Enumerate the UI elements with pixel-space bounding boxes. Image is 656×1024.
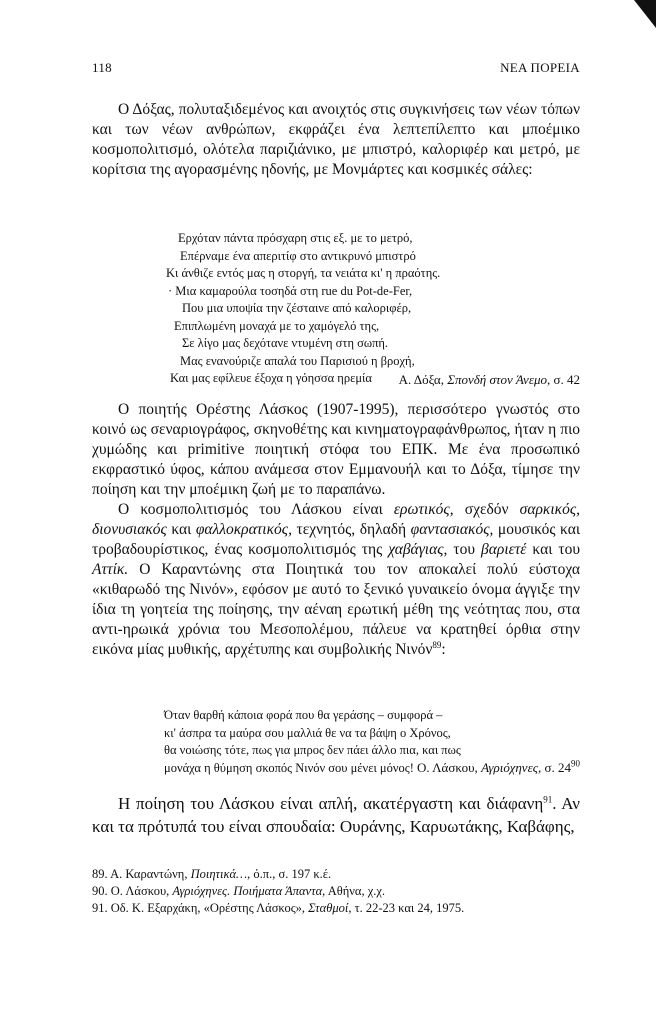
poem-line: Επιπλωμένη μοναχά με το χαμόγελό της,: [174, 318, 380, 333]
footnote-89: 89. Α. Καραντώνη, Ποιητικά…, ό.π., σ. 197 κ.έ.: [92, 867, 332, 881]
footnotes: [92, 866, 464, 917]
poem-line: μονάχα η θύμηση σκοπός Νινόν σου μένει μόνος!: [164, 760, 414, 775]
running-header: [92, 60, 580, 76]
citation-work: Σπονδή στον Άνεμο: [447, 372, 547, 387]
citation-author: Ο. Λάσκου,: [416, 760, 482, 775]
poem-line: Μας ενανούριζε απαλά του Παρισιού η βροχή,: [180, 353, 415, 368]
footnote-91: 91. Οδ. Κ. Εξαρχάκη, «Ορέστης Λάσκος», Σταθμοί, τ. 22-23 και 24, 1975.: [92, 901, 465, 915]
footnote-ref-91: 91: [543, 794, 553, 805]
poem-line: · Μια καμαρούλα τοσηδά στη rue du Pot-de-Fer,: [168, 283, 413, 298]
citation-doxas: [399, 372, 580, 388]
running-title: ΝΕΑ ΠΟΡΕΙΑ: [500, 60, 580, 75]
poem-line: θα νοιώσης τότε, πως για μπρος δεν πάει άλλο πια, και πως: [164, 743, 461, 757]
citation-page: , σ. 42: [546, 372, 580, 387]
paragraph-block-3: [92, 792, 580, 838]
poem-line: Ερχόταν πάντα πρόσχαρη στις εξ. με το μετρό,: [178, 231, 413, 245]
paragraph-block-2: [92, 400, 580, 660]
citation-page: , σ. 24: [537, 760, 571, 775]
poem-line: Όταν θαρθή κάποια φορά που θα γεράσης – συμφορά –: [164, 708, 443, 722]
paragraph-laskos-intro: Ο ποιητής Ορέστης Λάσκος (1907-1995), περισσότερο γνωστός στο κοινό ως σεναριογράφος, σκηνοθέτης και κινηματογραφάνθρωπος, ήταν η πιο χυμώδης και primitive ποιητική στόφα του ΕΠΚ. Με ένα προσωπικό εκφραστικό ύφος, κάπου ανάμεσα στον Εμμανουήλ και το Δόξα, τίμησε την ποίηση και την μποέμικη ζωή με το παραπάνω.: [92, 401, 580, 498]
poem-doxas: [166, 230, 441, 388]
footnote-ref-89: 89: [432, 639, 442, 650]
paragraph-laskos-poetry: Η ποίηση του Λάσκου είναι απλή, ακατέργαστη και διάφανη$^{91}$. Αν και τα πρότυπά του είναι σπουδαία: Ουράνης, Καρυωτάκης, Καβάφης,: [92, 794, 580, 836]
citation-author: Α. Δόξα,: [398, 372, 448, 387]
citation-work: Αγριόχηνες: [481, 760, 538, 775]
poem-line: Και μας εφίλευε έξοχα η γόησσα ηρεμία: [170, 371, 372, 385]
paragraph-doxas: Ο Δόξας, πολυταξιδεμένος και ανοιχτός στις συγκινήσεις των νέων τόπων και των νέων ανθρώπων, εκφράζει ένα λεπτεπίλεπτο και μποέμικο κοσμοπολιτισμό, ολότελα παριζιάνικο, με μπιστρό, καλοριφέρ και μετρό, με κορίτσια της αγορασμένης ηδονής, με Μονμάρτες και κοσμικές σάλες:: [92, 101, 580, 178]
paragraph-block-1: [92, 100, 580, 180]
poem-line: Κι άνθιζε εντός μας η στοργή, τα νειάτα κι' η πραότης.: [166, 266, 441, 280]
poem-line: Σε λίγο μας δεχότανε ντυμένη στη σωπή.: [182, 336, 389, 350]
paragraph-laskos-cosmopolitanism: Ο κοσμοπολιτισμός του Λάσκου είναι ερωτικός, σχεδόν σαρκικός, διονυσιακός και φαλλοκρατικός, τεχνητός, δηλαδή φαντασιακός, μουσικός και τροβαδουρίστικος, ένας κοσμοπολιτισμός της χαβάγιας, του βαριετέ και του Αττίκ. Ο Καραντώνης στα Ποιητικά του τον αποκαλεί πολύ εύστοχα «κιθαρωδό της Νινόν», εφόσον με αυτό το ξενικό γυναικείο όνομα άγγιξε την ίδια τη γοητεία της ποίησης, την αέναη ερωτική μέθη της νεότητας που, στα αντι-ηρωικά χρόνια του Μεσοπολέμου, πάλευε να κρατηθεί όρθια στην εικόνα μίας μυθικής, αρχέτυπης και συμβολικής Νινόν$^{89}$:: [92, 501, 581, 658]
page-number: 118: [92, 60, 112, 75]
footnote-ref-90: 90: [571, 758, 580, 769]
poem-line: Που μια υποψία την ζέσταινε από καλοριφέρ,: [182, 301, 412, 315]
page-corner-mark: [634, 0, 656, 28]
footnote-90: 90. Ο. Λάσκου, Αγριόχηνες. Ποιήματα Άπαντα, Αθήνα, χ.χ.: [92, 884, 386, 898]
poem-line: κι' άσπρα τα μαύρα σου μαλλιά θε να τα βάψη ο Χρόνος,: [164, 725, 451, 740]
poem-line: Επέρναμε ένα απεριτίφ στο αντικρυνό μπιστρό: [180, 248, 416, 263]
citation-laskos: [417, 760, 580, 776]
